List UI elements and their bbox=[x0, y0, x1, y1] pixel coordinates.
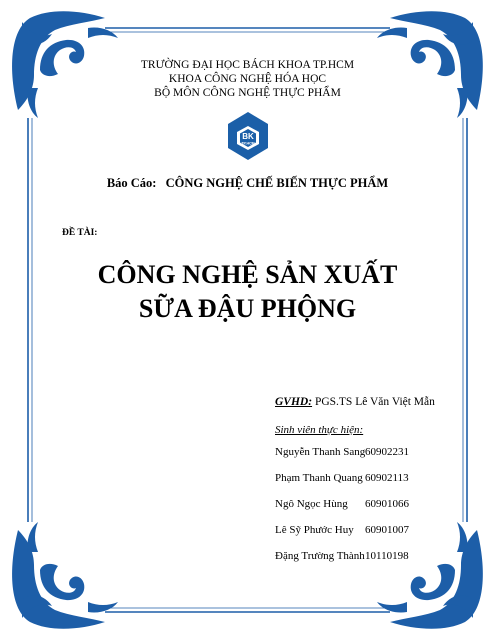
student-id: 60902231 bbox=[365, 446, 409, 458]
faculty-name: KHOA CÔNG NGHỆ HÓA HỌC bbox=[168, 73, 327, 85]
student-name: Nguyễn Thanh Sang bbox=[275, 446, 366, 458]
student-row bbox=[275, 446, 455, 472]
student-name: Lê Sỹ Phước Huy bbox=[275, 524, 354, 536]
logo-text-top: BK bbox=[242, 132, 254, 141]
student-id: 60901066 bbox=[365, 498, 409, 510]
bk-logo-icon bbox=[228, 112, 268, 160]
student-row bbox=[275, 550, 455, 576]
report-label: Báo Cáo: bbox=[106, 176, 157, 190]
student-id: 10110198 bbox=[365, 550, 409, 562]
student-name: Phạm Thanh Quang bbox=[275, 472, 363, 484]
university-header bbox=[0, 58, 495, 100]
topic-label: ĐỀ TÀI: bbox=[62, 228, 98, 238]
title-line-1: CÔNG NGHỆ SẢN XUẤT bbox=[97, 260, 398, 289]
student-row bbox=[275, 524, 455, 550]
students-label: Sinh viên thực hiện: bbox=[275, 424, 364, 436]
report-subject: CÔNG NGHỆ CHẾ BIẾN THỰC PHẨM bbox=[165, 176, 389, 190]
student-list bbox=[275, 446, 455, 576]
student-row bbox=[275, 472, 455, 498]
student-id: 60901007 bbox=[365, 524, 409, 536]
student-id: 60902113 bbox=[365, 472, 409, 484]
student-row bbox=[275, 498, 455, 524]
report-line bbox=[0, 176, 495, 191]
title-line-2: SỮA ĐẬU PHỘNG bbox=[138, 294, 357, 323]
student-name: Đặng Trường Thành bbox=[275, 550, 365, 562]
advisor-label: GVHD: bbox=[275, 396, 313, 408]
university-name: TRƯỜNG ĐẠI HỌC BÁCH KHOA TP.HCM bbox=[140, 59, 355, 71]
document-title bbox=[0, 258, 495, 326]
advisor-name: PGS.TS Lê Văn Việt Mẫn bbox=[314, 396, 435, 408]
student-name: Ngô Ngọc Hùng bbox=[275, 498, 348, 510]
department-name: BỘ MÔN CÔNG NGHỆ THỰC PHẨM bbox=[154, 87, 341, 99]
logo-text-bottom: TP.HCM bbox=[241, 141, 255, 146]
advisor-line bbox=[275, 396, 435, 408]
